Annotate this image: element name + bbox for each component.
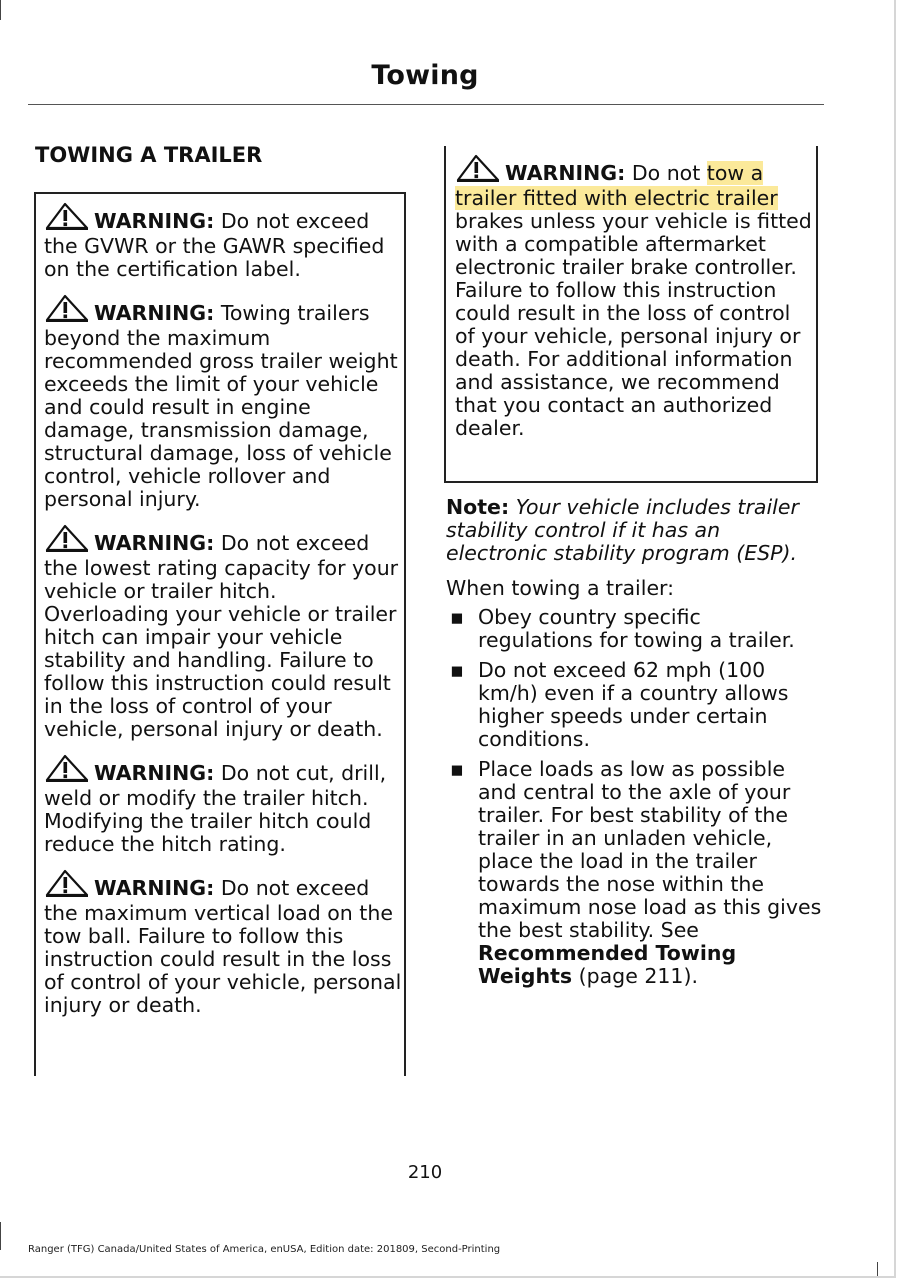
bullet-icon: ▪ <box>450 605 464 629</box>
warning-box-left <box>34 192 406 1076</box>
warning-triangle-icon <box>44 754 90 787</box>
crop-mark <box>877 1262 878 1276</box>
page-reference: (page 211). <box>572 964 698 988</box>
warning-vertical-load <box>44 869 404 1017</box>
title-divider <box>28 104 824 105</box>
highlighted-text: trailer fitted with electric trailer <box>455 186 778 210</box>
warning-triangle-icon <box>44 869 90 902</box>
warning-box-right <box>444 146 818 483</box>
warning-rating-capacity <box>44 524 404 741</box>
bullet-icon: ▪ <box>450 658 464 682</box>
warning-label: WARNING: <box>94 531 215 555</box>
note-paragraph <box>446 496 822 565</box>
warning-text: Do not exceed the GVWR or the GAWR specified on the certification label. <box>44 209 385 281</box>
warning-text-start: Do not <box>631 161 707 185</box>
list-item <box>446 758 822 988</box>
cross-reference-link[interactable]: Recommended Towing Weights <box>478 941 737 988</box>
towing-bullet-list <box>446 606 822 995</box>
crop-mark <box>0 1222 1 1250</box>
warning-label: WARNING: <box>94 761 215 785</box>
warning-triangle-icon <box>455 154 501 187</box>
page-number: 210 <box>407 1162 443 1183</box>
warning-text: Towing trailers beyond the maximum recommended gross trailer weight exceeds the limit of your vehicle and could result in engine damage, transmission damage, structural damage, loss of vehicle control, vehicle rollover and personal injury. <box>44 301 398 511</box>
list-item <box>446 659 822 751</box>
warning-label: WARNING: <box>94 301 215 325</box>
warning-modify-hitch <box>44 754 404 856</box>
towing-intro: When towing a trailer: <box>446 576 675 600</box>
warning-gvwr <box>44 202 404 281</box>
warning-electric-brakes <box>455 154 816 440</box>
note-text: Your vehicle includes trailer stability control if it has an electronic stability program (ESP). <box>446 495 799 565</box>
warning-label: WARNING: <box>505 161 626 185</box>
warning-text: Do not exceed the maximum vertical load on the tow ball. Failure to follow this instruction could result in the loss of control of your vehicle, personal injury or death. <box>44 876 402 1017</box>
section-heading: TOWING A TRAILER <box>35 143 263 167</box>
warning-text-rest: brakes unless your vehicle is fitted with a compatible aftermarket electronic trailer brake controller. Failure to follow this instruction could result in the loss of control of your vehicle, personal injury or death. For additional information and assistance, we recommend that you contact an authorized dealer. <box>455 209 812 440</box>
warning-triangle-icon <box>44 524 90 557</box>
crop-mark <box>0 0 1 20</box>
warning-gross-weight <box>44 294 404 511</box>
bullet-text: Place loads as low as possible and central to the axle of your trailer. For best stability of the trailer in an unladen vehicle, place the load in the trailer towards the nose within the maximum nose load as this gives the best stability. See <box>478 757 822 942</box>
bullet-text: Do not exceed 62 mph (100 km/h) even if a country allows higher speeds under certain conditions. <box>478 658 789 751</box>
highlighted-text: tow a <box>706 161 764 185</box>
note-label: Note: <box>446 495 510 519</box>
warning-label: WARNING: <box>94 876 215 900</box>
bullet-text: Obey country specific regulations for towing a trailer. <box>478 605 795 652</box>
footer-edition-info: Ranger (TFG) Canada/United States of America, enUSA, Edition date: 201809, Second-Printing <box>28 1244 501 1255</box>
warning-triangle-icon <box>44 202 90 235</box>
page-title: Towing <box>371 60 479 91</box>
warning-label: WARNING: <box>94 209 215 233</box>
warning-triangle-icon <box>44 294 90 327</box>
bullet-icon: ▪ <box>450 757 464 781</box>
list-item <box>446 606 822 652</box>
warning-text: Do not exceed the lowest rating capacity for your vehicle or trailer hitch. Overloading your vehicle or trailer hitch can impair your vehicle stability and handling. Failure to follow this instruction could result in the loss of control of your vehicle, personal injury or death. <box>44 531 399 741</box>
warning-text: Do not cut, drill, weld or modify the trailer hitch. Modifying the trailer hitch could reduce the hitch rating. <box>44 761 387 856</box>
